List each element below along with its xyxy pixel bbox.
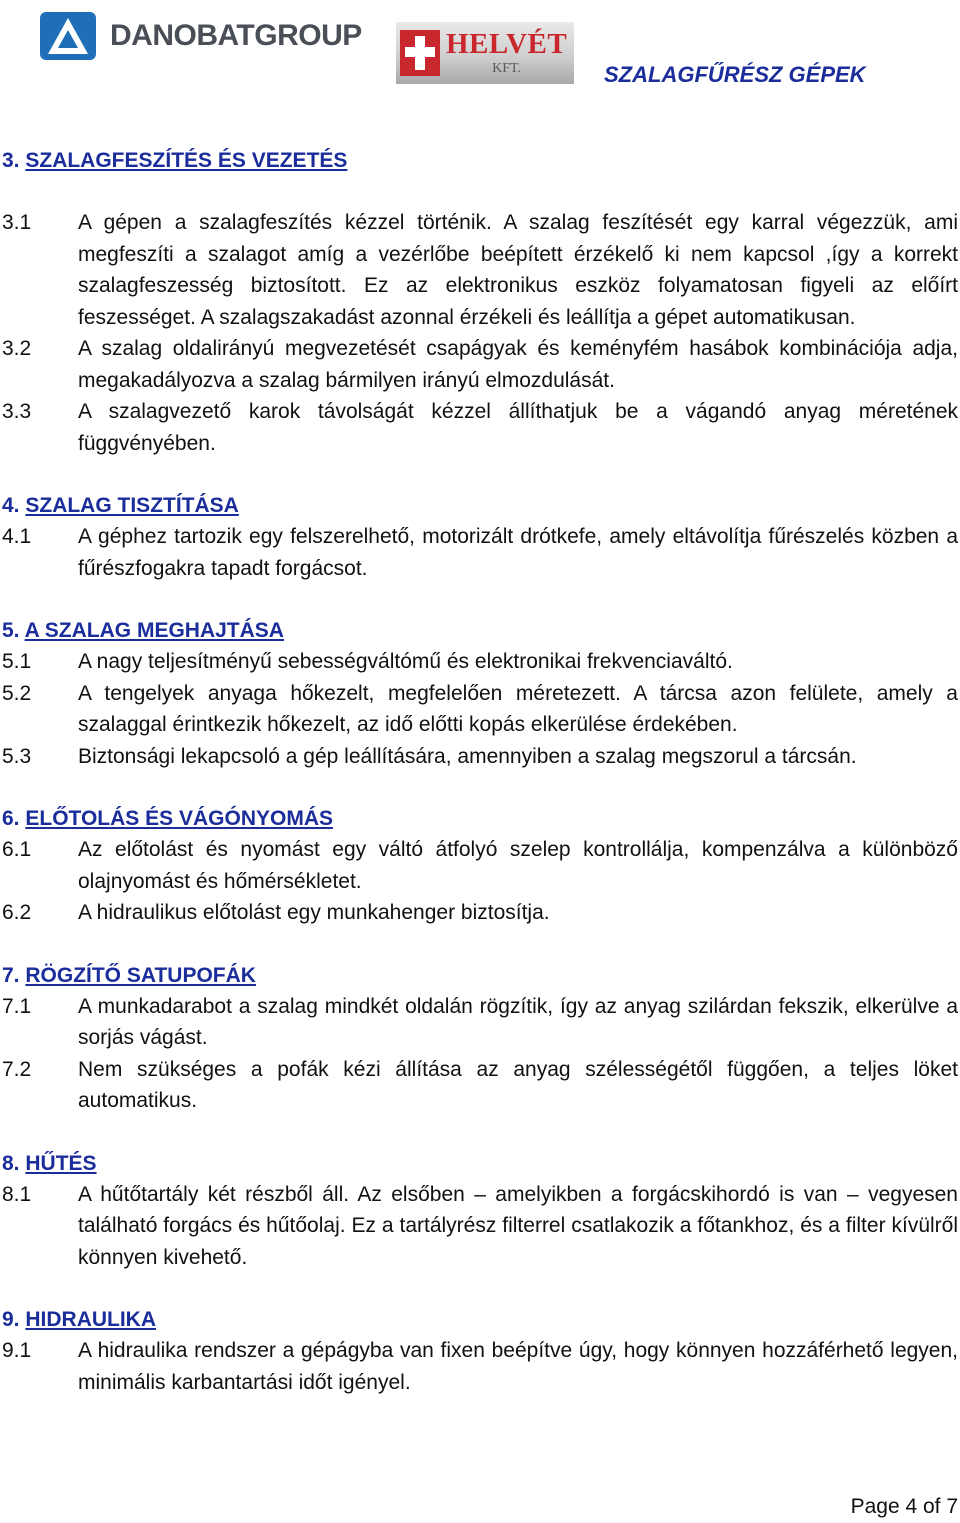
section-heading-9: 9. HIDRAULIKA [2,1308,157,1331]
danobatgroup-logo [40,12,362,60]
danobatgroup-wordmark: DANOBATGROUP [110,19,362,52]
list-item: 4.1 A géphez tartozik egy felszerelhető, motorizált drótkefe, amely eltávolítja fűrészelés közben a fűrészfogakra tapadt forgácsot. [2,525,958,580]
page-header [0,0,960,100]
page-number: Page 4 of 7 [850,1495,958,1518]
list-item: 3.1 A gépen a szalagfeszítés kézzel történik. A szalag feszítését egy karral végezzük, ami megfeszíti a szalagot amíg a vezérlőbe beépített érzékelő ki nem kapcsol ,így a korrekt szalagfeszesség biztosított. Ez az elektronikus eszköz folyamatosan figyeli az előírt feszességet. A szalagszakadást azonnal érzékeli és leállítja a gépet automatikusan. [2,211,958,329]
document-title: SZALAGFŰRÉSZ GÉPEK [604,62,866,87]
document-body [0,146,960,1398]
list-item: 7.2 Nem szükséges a pofák kézi állítása az anyag szélességétől függően, a teljes löket automatikus. [2,1057,958,1112]
helvet-logo [396,22,574,84]
list-item: 8.1 A hűtőtartály két részből áll. Az elsőben – amelyikben a forgácskihordó is van – vegyesen található forgács és hűtőolaj. Ez a tartályrész filterrel csatlakozik a főtankhoz, és a filter kívülről könnyen kivehető. [2,1182,958,1269]
helvet-kft: KFT. [492,61,522,76]
list-item: 7.1 A munkadarabot a szalag mindkét oldalán rögzítik, így az anyag szilárdan fekszik, elkerülve a sorjás vágást. [2,994,958,1049]
list-item: 3.2 A szalag oldalirányú megvezetését csapágyak és keményfém hasábok kombinációja adja, megakadályozva a szalag bármilyen irányú elmozdulását. [2,337,958,392]
section-heading-5: 5. A SZALAG MEGHAJTÁSA [2,619,284,642]
list-item: 3.3 A szalagvezető karok távolságát kézzel állíthatjuk be a vágandó anyag méretének függvényében. [2,400,958,455]
section-heading-3: 3. SZALAGFESZÍTÉS ÉS VEZETÉS [2,149,348,172]
helvet-cross-icon [400,30,440,76]
list-item: 6.1 Az előtolást és nyomást egy váltó átfolyó szelep kontrollálja, kompenzálva a különböző olajnyomást és hőmérsékletet. [2,838,958,893]
section-heading-7: 7. RÖGZÍTŐ SATUPOFÁK [2,963,256,987]
list-item: 5.2 A tengelyek anyaga hőkezelt, megfelelően méretezett. A tárcsa azon felülete, amely a szalaggal érintkezik hőkezelt, az idő előtti kopás elkerülése érdekében. [2,681,958,736]
list-item: 5.1 A nagy teljesítményű sebességváltómű és elektronikai frekvenciaváltó. [2,650,733,673]
helvet-wordmark: HELVÉT [446,28,568,60]
danobat-emblem-icon [40,12,96,60]
list-item: 5.3 Biztonsági lekapcsoló a gép leállítására, amennyiben a szalag megszorul a tárcsán. [2,744,857,768]
list-item: 9.1 A hidraulika rendszer a gépágyba van fixen beépítve úgy, hogy könnyen hozzáférhető legyen, minimális karbantartási időt igényel. [2,1339,958,1394]
section-heading-8: 8. HŰTÉS [2,1151,97,1175]
list-item: 6.2 A hidraulikus előtolást egy munkahenger biztosítja. [2,901,550,924]
section-heading-6: 6. ELŐTOLÁS ÉS VÁGÓNYOMÁS [2,807,334,830]
section-heading-4: 4. SZALAG TISZTÍTÁSA [2,494,239,517]
